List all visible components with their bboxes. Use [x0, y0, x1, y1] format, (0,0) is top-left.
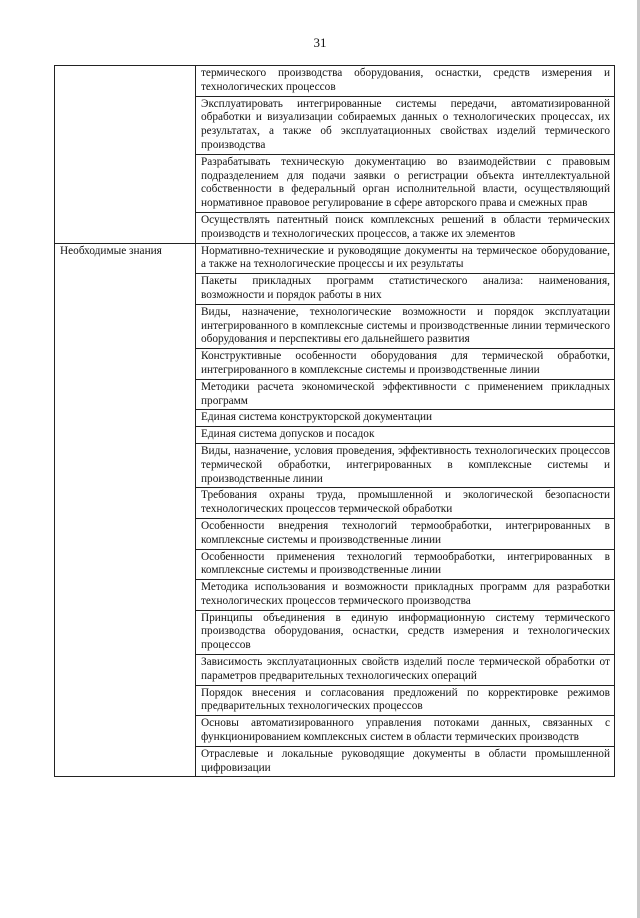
table-cell: Виды, назначение, технологические возможности и порядок эксплуатации интегрированного в комплексные системы и производственные линии термического оборудования и перспективы его дальнейшего развития	[196, 304, 615, 348]
table-cell: Методика использования и возможности прикладных программ для разработки технологических процессов термического производства	[196, 580, 615, 611]
table-cell: Эксплуатировать интегрированные системы передачи, автоматизированной обработки и визуализации собираемых данных о технологических процессах, их результатах, а также об эксплуатационных свойствах изделий термического производства	[196, 96, 615, 154]
table-cell: Принципы объединения в единую информационную систему термического производства оборудования, оснастки, средств измерения и технологических процессов	[196, 610, 615, 654]
table-row	[55, 66, 615, 97]
table-cell: Единая система допусков и посадок	[196, 427, 615, 444]
table-cell: термического производства оборудования, оснастки, средств измерения и технологических процессов	[196, 66, 615, 97]
table-cell: Методики расчета экономической эффективности с применением прикладных программ	[196, 379, 615, 410]
qualification-table	[54, 65, 615, 777]
table-cell: Нормативно-технические и руководящие документы на термическое оборудование, а также на технологические процессы и их результаты	[196, 243, 615, 274]
page-number: 31	[313, 35, 327, 50]
table-cell: Зависимость эксплуатационных свойств изделий после термической обработки от параметров предварительных технологических операций	[196, 655, 615, 686]
table-cell: Виды, назначение, условия проведения, эффективность технологических процессов термической обработки, интегрированных в комплексные системы и производственные линии	[196, 443, 615, 487]
table-cell: Особенности применения технологий термообработки, интегрированных в комплексные системы и производственные линии	[196, 549, 615, 580]
table-cell: Разрабатывать техническую документацию во взаимодействии с правовым подразделением для подачи заявки о регистрации объекта интеллектуальной собственности в федеральный орган исполнительной власти, осуществляющий нормативное правовое регулирование в сфере авторского права и смежных прав	[196, 154, 615, 212]
row-label-continued	[55, 66, 196, 244]
table-cell: Конструктивные особенности оборудования для термической обработки, интегрированного в комплексные системы и производственные линии	[196, 349, 615, 380]
table-cell: Отраслевые и локальные руководящие документы в области промышленной цифровизации	[196, 746, 615, 777]
row-label-knowledge: Необходимые знания	[55, 243, 196, 777]
table-cell: Осуществлять патентный поиск комплексных решений в области термических производств и технологических процессов, а также их элементов	[196, 212, 615, 243]
table-cell: Единая система конструкторской документации	[196, 410, 615, 427]
table-cell: Основы автоматизированного управления потоками данных, связанных с функционированием комплексных систем в области термических производств	[196, 716, 615, 747]
table-cell: Особенности внедрения технологий термообработки, интегрированных в комплексные системы и производственные линии	[196, 518, 615, 549]
table-row	[55, 243, 615, 274]
table-cell: Требования охраны труда, промышленной и экологической безопасности технологических процессов термической обработки	[196, 488, 615, 519]
table-cell: Порядок внесения и согласования предложений по корректировке режимов предварительных технологических процессов	[196, 685, 615, 716]
table-cell: Пакеты прикладных программ статистического анализа: наименования, возможности и порядок работы в них	[196, 274, 615, 305]
